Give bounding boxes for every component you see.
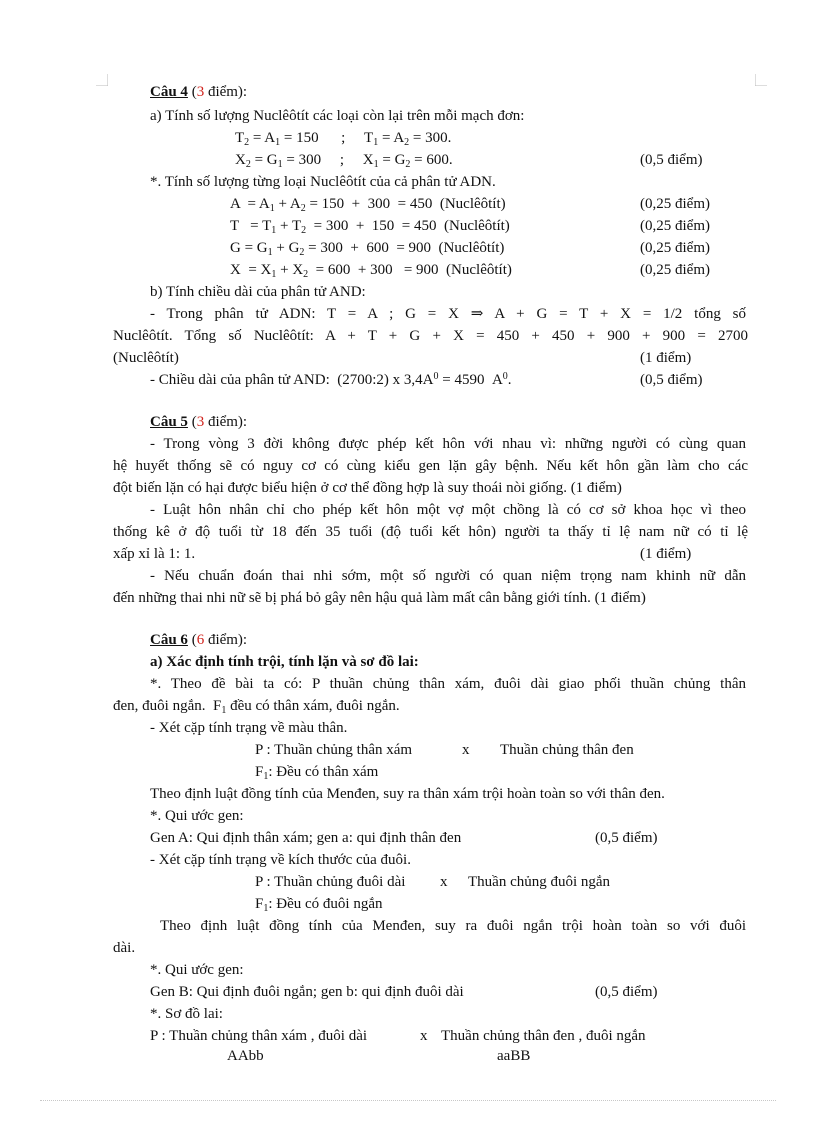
- q6-line13: P : Thuần chủng thân xám , đuôi dài: [150, 1028, 368, 1044]
- q6-cross2-x: x: [440, 874, 448, 890]
- q4-b-line2: Nuclêôtít. Tổng số Nuclêôtít: A + T + G + X = 450 + 450 + 900 + 900 = 2700: [113, 328, 748, 344]
- q6-line1: *. Theo đề bài ta có: P thuần chủng thân xám, đuôi dài giao phối thuần chủng thân: [150, 676, 746, 692]
- q6-line11-score: (0,5 điểm): [595, 984, 658, 1000]
- q5-p1-line1: - Trong vòng 3 đời không được phép kết hôn với nhau vì: những người có cùng quan: [150, 436, 746, 452]
- q6-cross1-p: P : Thuần chủng thân xám: [255, 742, 413, 758]
- q5-p1-line2: hệ huyết thống sẽ có nguy cơ có cùng kiểu gen lặn gây bệnh. Nếu kết hôn gần làm cho các: [113, 458, 748, 474]
- q6-line7: - Xét cặp tính trạng về kích thước của đuôi.: [150, 852, 411, 868]
- q5-p3-line2: đến những thai nhi nữ sẽ bị phá bỏ gây nên hậu quả làm mất cân bằng giới tính. (1 điểm): [113, 590, 646, 606]
- q4-b-line3-score: (1 điểm): [640, 350, 692, 366]
- q6-line12: *. Sơ đồ lai:: [150, 1006, 223, 1022]
- crop-mark-top-right: [755, 74, 767, 86]
- q5-p2-score: (1 điểm): [640, 546, 692, 562]
- q6-line6-score: (0,5 điểm): [595, 830, 658, 846]
- q4-b-line3: (Nuclêôtít): [113, 350, 179, 366]
- q5-p2-line2: thống kê ở độ tuổi từ 18 đến 35 tuổi (độ tuổi kết hôn) người ta thấy tỉ lệ nam nữ có tỉ lệ: [113, 524, 748, 540]
- q6-line9: dài.: [113, 940, 136, 956]
- q6-cross1-p2: Thuần chủng thân đen: [500, 742, 634, 758]
- q4-b-line4-score: (0,5 điểm): [640, 372, 703, 388]
- q5-p2-line1: - Luật hôn nhân chỉ cho phép kết hôn một vợ một chồng là có cơ sở khoa học vì theo: [150, 502, 746, 518]
- q6-cross2-p: P : Thuần chủng đuôi dài: [255, 874, 406, 890]
- q6-cross2-f1: $F_1$: Đều có đuôi ngắn: [255, 896, 383, 914]
- q4-b-line4: - Chiều dài của phân tử AND: (2700:2) x $3,4A^0 = 4590$ $A^0$.: [150, 371, 512, 388]
- q6-line13b: Thuần chủng thân đen , đuôi ngắn: [441, 1028, 646, 1044]
- q4-a-title: a) Tính số lượng Nuclêôtít các loại còn lại trên mỗi mạch đơn:: [150, 108, 525, 124]
- q5-p3-line1: - Nếu chuẩn đoán thai nhi sớm, một số người có quan niệm trọng nam khinh nữ dẫn: [150, 568, 746, 584]
- q4-row-g-score: (0,25 điểm): [640, 240, 710, 256]
- q6-cross1-f1: $F_1$: Đều có thân xám: [255, 764, 379, 782]
- q6-genotype-2: aaBB: [497, 1048, 531, 1064]
- q6-cross1-x: x: [462, 742, 470, 758]
- q6-line6: Gen A: Qui định thân xám; gen a: qui định thân đen: [150, 830, 462, 846]
- q6-heading: Câu 6 (6 điểm):: [150, 632, 248, 648]
- q5-heading: Câu 5 (3 điểm):: [150, 414, 248, 430]
- q4-row-g: $G = G_1 + G_2 = 300 + 600 = 900$ (Nuclêôtít): [230, 240, 505, 258]
- q4-b-title: b) Tính chiều dài của phân tử AND:: [150, 284, 366, 300]
- q6-line2: đen, đuôi ngắn. $F_1$ đều có thân xám, đuôi ngắn.: [113, 698, 400, 716]
- page-footer-border: [40, 1100, 776, 1101]
- q4-eq2-score: (0,5 điểm): [640, 152, 703, 168]
- q4-eq1: $T_2 = A_1 = 150$ ; $T_1 = A_2 = 300$.: [235, 130, 452, 148]
- q4-row-a: $A = A_1 + A_2 = 150 + 300 = 450$ (Nuclêôtít): [230, 196, 506, 214]
- q4-heading: Câu 4 (3 điểm):: [150, 84, 248, 100]
- q6-line3: - Xét cặp tính trạng về màu thân.: [150, 720, 348, 736]
- q6-genotype-1: AAbb: [227, 1048, 264, 1064]
- q4-star-line: *. Tính số lượng từng loại Nuclêôtít của cả phân tử ADN.: [150, 174, 496, 190]
- q5-p1-line3: đột biến lặn có hại được biểu hiện ở cơ thể đồng hợp là suy thoái nòi giống. (1 điểm): [113, 480, 622, 496]
- q4-row-t-score: (0,25 điểm): [640, 218, 710, 234]
- q6-line4: Theo định luật đồng tính của Menđen, suy ra thân xám trội hoàn toàn so với thân đen.: [150, 786, 665, 802]
- q4-row-a-score: (0,25 điểm): [640, 196, 710, 212]
- q4-row-x: $X = X_1 + X_2 = 600 + 300 = 900$ (Nuclêôtít): [230, 262, 512, 280]
- crop-mark-top-left: [96, 74, 108, 86]
- q4-b-line1: - Trong phân tử ADN: T = A ; G = X ⇒ A + G = T + X = 1/2 tổng số: [150, 306, 746, 322]
- q4-row-t: $T = T_1 + T_2 = 300 + 150 = 450$ (Nuclêôtít): [230, 218, 510, 236]
- q6-a-title: a) Xác định tính trội, tính lặn và sơ đồ lai:: [150, 654, 419, 670]
- q4-row-x-score: (0,25 điểm): [640, 262, 710, 278]
- q6-line13-x: x: [420, 1028, 428, 1044]
- q6-cross2-p2: Thuần chủng đuôi ngắn: [468, 874, 611, 890]
- q4-eq2: $X_2 = G_1 = 300$ ; $X_1 = G_2 = 600$.: [235, 152, 453, 170]
- q5-p2-line3: xấp xỉ là 1: 1.: [113, 546, 196, 562]
- q6-line10: *. Qui ước gen:: [150, 962, 244, 978]
- q6-line11: Gen B: Qui định đuôi ngắn; gen b: qui định đuôi dài: [150, 984, 464, 1000]
- q6-line5: *. Qui ước gen:: [150, 808, 244, 824]
- q6-line8: Theo định luật đồng tính của Menđen, suy ra đuôi ngắn trội hoàn toàn so với đuôi: [160, 918, 746, 934]
